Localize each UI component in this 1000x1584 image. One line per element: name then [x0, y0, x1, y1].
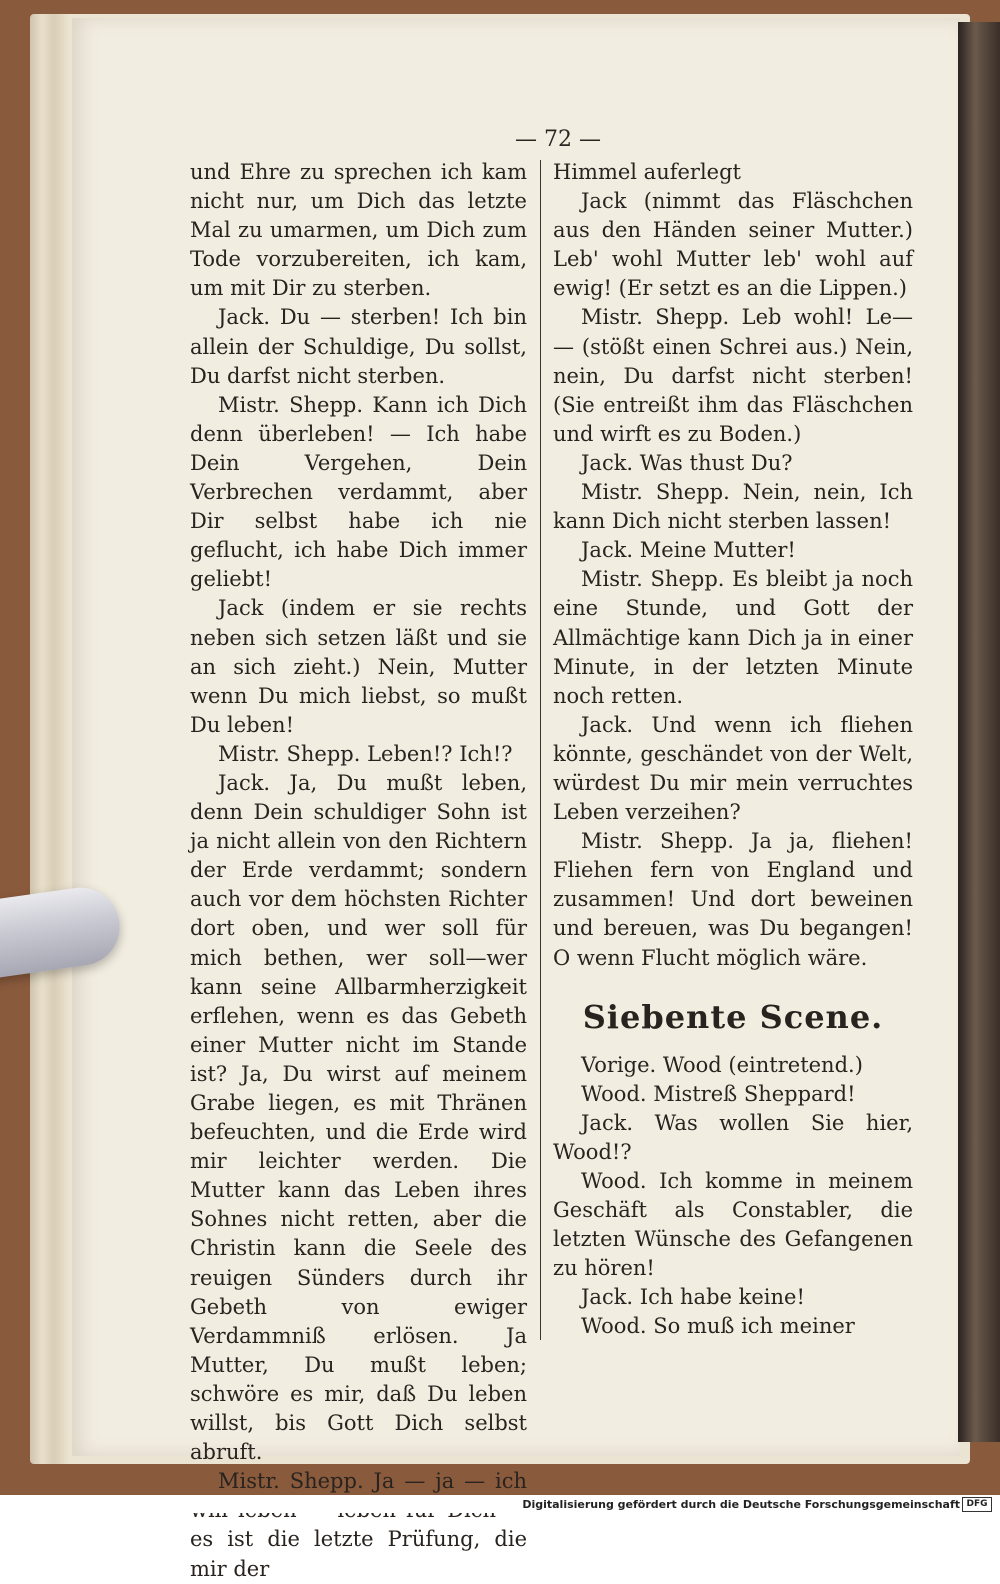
paragraph: Mistr. Shepp. Leben!? Ich!? — [218, 741, 513, 766]
paragraph: Mistr. Shepp. Nein, nein, Ich kann Dich nicht sterben lassen! — [553, 480, 913, 534]
paragraph: Wood. Mistreß Sheppard! — [581, 1081, 856, 1106]
paragraph: Jack. Meine Mutter! — [581, 538, 796, 563]
paragraph: Wood. So muß ich meiner — [581, 1314, 855, 1339]
footer-credit: Digitalisierung gefördert durch die Deutsche Forschungsgemeinschaft — [522, 1498, 960, 1511]
paragraph: Mistr. Shepp. Ja ja, fliehen! Fliehen fern von England und zusammen! Und dort beweinen und bereuen, was Du begangen! O wenn Flucht möglich wäre. — [553, 829, 913, 970]
column-divider — [540, 160, 541, 1340]
paragraph: Himmel auferlegt — [553, 160, 741, 184]
paragraph: Jack (nimmt das Fläschchen aus den Händen seiner Mutter.) Leb' wohl Mutter leb' wohl auf ewig! (Er setzt es an die Lippen.) — [553, 189, 913, 301]
paragraph: Mistr. Shepp. Ja — ja — ich es ist die letzte Prüfung, die mir der — [190, 1469, 527, 1581]
paragraph: Jack. Was wollen Sie hier, Wood!? — [553, 1110, 913, 1164]
paragraph: und Ehre zu sprechen ich kam nicht nur, um Dich das letzte Mal zu umarmen, um Dich zum Tode vorzubereiten, ich kam, um mit Dir zu sterben. — [190, 160, 527, 301]
page-number: — 72 — — [515, 127, 601, 152]
scene-heading: Siebente Scene. — [582, 997, 884, 1036]
paragraph: Jack. Ich habe keine! — [581, 1285, 805, 1310]
paragraph: Jack. Du — sterben! Ich bin allein der Schuldige, Du sollst, Du darfst nicht sterben. — [190, 305, 527, 388]
paragraph: Wood. Ich komme in meinem Geschäft als Constabler, die letzten Wünsche des Gefangenen zu hören! — [553, 1169, 913, 1281]
book-spine-shadow — [958, 22, 1000, 1442]
paragraph: Jack. Was thust Du? — [581, 450, 793, 475]
dfg-logo: DFG — [962, 1497, 992, 1512]
right-text-column — [553, 158, 913, 1342]
paragraph: Jack. Ja, Du mußt leben, denn Dein schuldiger Sohn ist ja nicht allein von den Richtern der Erde verdammt; sondern auch vor dem höchsten Richter dort oben, und wer soll für mich bethen, wer soll—wer kann seine Allbarmherzigkeit erflehen, wenn es das Gebeth einer Mutter nicht im Stande ist? Ja, Du wirst auf meinem Grabe liegen, es mit Thränen befeuchten, und die Erde wird mir leichter werden. Die Mutter kann das Leben ihres Sohnes nicht retten, aber die Christin kann die Seele des reuigen Sünders durch ihr Gebeth von ewiger Verdammniß erlösen. Ja Mutter, Du mußt leben; schwöre es mir, daß Du leben willst, bis Gott Dich selbst abruft. — [190, 770, 527, 1465]
right-column-scene-dialogue — [553, 1051, 913, 1342]
paragraph: Mistr. Shepp. Kann ich Dich denn überleben! — Ich habe Dein Vergehen, Dein Verbrechen verdammt, aber Dir selbst habe ich nie geflucht, ich habe Dich immer geliebt! — [190, 392, 527, 592]
paragraph: Mistr. Shepp. Leb wohl! Le— — (stößt einen Schrei aus.) Nein, nein, Du darfst nicht sterben! (Sie entreißt ihm das Fläschchen und wirft es zu Boden.) — [553, 305, 913, 446]
left-text-column — [190, 158, 527, 1584]
paragraph: Mistr. Shepp. Es bleibt ja noch eine Stunde, und Gott der Allmächtige kann Dich ja in einer Minute, in der letzten Minute noch retten. — [553, 567, 913, 708]
paragraph: Vorige. Wood (eintretend.) — [581, 1052, 863, 1077]
paragraph: Jack (indem er sie rechts neben sich setzen läßt und sie an sich zieht.) Nein, Mutter wenn Du mich liebst, so mußt Du leben! — [190, 596, 527, 737]
paragraph: Jack. Und wenn ich fliehen könnte, geschändet von der Welt, würdest Du mir mein verruchtes Leben verzeihen? — [553, 712, 913, 825]
right-column-dialogue — [553, 158, 913, 973]
